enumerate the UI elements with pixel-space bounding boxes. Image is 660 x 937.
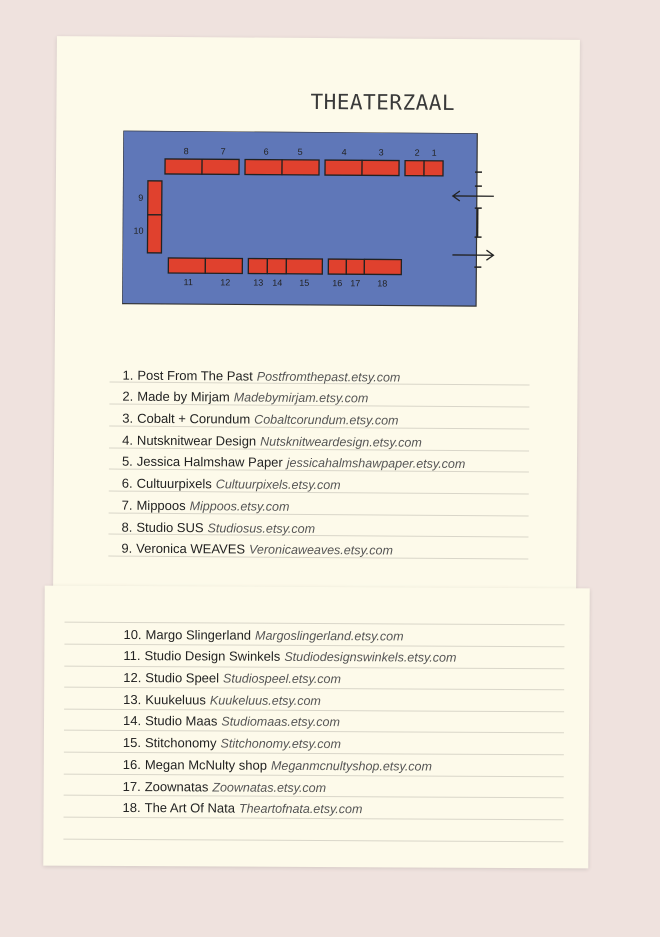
- stall-number: 5: [297, 146, 303, 157]
- stand-5: [282, 160, 319, 175]
- vendor-name: Jessica Halmshaw Paper: [136, 454, 283, 471]
- list-item: [123, 685, 456, 708]
- ruled-line: [63, 839, 563, 843]
- stand-14: [267, 259, 286, 274]
- vendor-url[interactable]: Studiospeel.etsy.com: [223, 671, 341, 687]
- vendor-url[interactable]: Margoslingerland.etsy.com: [255, 628, 404, 644]
- floor-plan: [122, 131, 543, 348]
- floor-plan-card: [53, 36, 580, 595]
- stall-number: 7: [220, 146, 226, 157]
- vendor-name: The Art Of Nata: [144, 800, 236, 816]
- list-item: [123, 793, 456, 816]
- stall-number: 8: [183, 146, 189, 157]
- vendor-name: Zoownatas: [144, 778, 209, 794]
- vendor-name: Stitchonomy: [144, 735, 217, 751]
- stand-13: [248, 259, 267, 274]
- stall-number: 12: [220, 277, 231, 288]
- stall-number: 10: [133, 225, 144, 236]
- stall-number: 6: [263, 146, 269, 157]
- vendor-number: 2.: [122, 389, 134, 405]
- list-item: [123, 707, 456, 730]
- list-item: [122, 491, 465, 515]
- stall-number: 14: [272, 277, 283, 288]
- list-item: [122, 382, 465, 406]
- vendor-number: 8.: [121, 519, 133, 535]
- vendor-number: 10.: [123, 626, 142, 642]
- vendor-url[interactable]: Madebymirjam.etsy.com: [233, 390, 369, 406]
- vendor-name: Cultuurpixels: [136, 475, 212, 492]
- stand-6: [245, 159, 282, 174]
- list-item: [123, 663, 456, 686]
- vendor-number: 1.: [122, 367, 134, 383]
- stall-number: 17: [350, 278, 361, 289]
- stand-7: [202, 159, 239, 174]
- list-item: [123, 620, 456, 643]
- stall-number: 18: [377, 278, 388, 289]
- stand-3: [362, 160, 399, 175]
- stand-2: [405, 161, 424, 176]
- vendor-number: 18.: [122, 800, 141, 816]
- vendor-url[interactable]: Studiodesignswinkels.etsy.com: [284, 650, 457, 666]
- stand-11: [168, 258, 205, 273]
- stall-number: 9: [138, 192, 144, 203]
- venue-title: THEATERZAAL: [310, 89, 456, 115]
- stand-17: [346, 259, 364, 274]
- vendor-name: Kuukeluus: [145, 691, 206, 708]
- vendor-number: 16.: [122, 756, 141, 772]
- vendor-url[interactable]: Nutsknitweardesign.etsy.com: [260, 434, 422, 450]
- vendor-number: 11.: [123, 648, 141, 664]
- list-item: [122, 447, 465, 471]
- stand-18: [364, 259, 401, 274]
- vendor-url[interactable]: Zoownatas.etsy.com: [212, 779, 327, 795]
- vendor-list-2: [123, 620, 457, 817]
- stall-number: 1: [431, 147, 437, 158]
- vendor-url[interactable]: Postfromthepast.etsy.com: [256, 369, 401, 385]
- vendor-name: Margo Slingerland: [145, 626, 252, 643]
- vendor-number: 9.: [121, 540, 133, 556]
- vendor-name: Mippoos: [136, 497, 186, 513]
- vendor-number: 17.: [122, 778, 141, 794]
- vendor-number: 3.: [122, 410, 134, 426]
- list-item: [123, 772, 456, 795]
- vendor-name: Post From The Past: [137, 367, 253, 384]
- list-item: [122, 404, 465, 428]
- vendor-url[interactable]: Cobaltcorundum.etsy.com: [254, 412, 399, 428]
- stand-10: [147, 215, 161, 253]
- vendor-url[interactable]: Cultuurpixels.etsy.com: [215, 477, 341, 493]
- list-item: [123, 642, 456, 665]
- list-item: [123, 361, 466, 385]
- vendor-name: Megan McNulty shop: [144, 756, 268, 773]
- list-item: [123, 728, 456, 751]
- list-item: [122, 426, 465, 450]
- vendor-url[interactable]: Studiosus.etsy.com: [207, 520, 316, 536]
- stand-8: [165, 159, 202, 174]
- vendor-url[interactable]: Kuukeluus.etsy.com: [209, 693, 321, 708]
- vendor-list-1: [121, 361, 466, 559]
- stand-15: [286, 259, 322, 274]
- vendor-url[interactable]: Theartofnata.etsy.com: [238, 801, 363, 817]
- stand-16: [328, 259, 346, 274]
- vendor-url[interactable]: Studiomaas.etsy.com: [221, 714, 340, 730]
- vendor-name: Veronica WEAVES: [136, 540, 246, 557]
- vendor-list-card: [43, 586, 589, 869]
- vendor-number: 6.: [121, 475, 133, 491]
- stand-1: [424, 161, 443, 176]
- vendor-name: Studio Maas: [145, 713, 218, 729]
- vendor-number: 13.: [123, 691, 142, 707]
- vendor-name: Studio Design Swinkels: [144, 648, 281, 665]
- list-item: [121, 534, 464, 558]
- vendor-number: 14.: [122, 713, 142, 729]
- vendor-number: 4.: [122, 432, 134, 448]
- vendor-number: 5.: [121, 454, 133, 470]
- ruled-line: [64, 817, 564, 821]
- stall-number: 16: [332, 278, 343, 289]
- stall-number: 2: [414, 147, 420, 158]
- vendor-number: 12.: [123, 670, 142, 686]
- vendor-name: Studio SUS: [136, 519, 204, 535]
- list-item: [122, 469, 465, 493]
- vendor-number: 15.: [122, 735, 142, 751]
- stall-number: 11: [183, 277, 193, 288]
- stand-4: [325, 160, 362, 175]
- stand-12: [205, 258, 242, 273]
- vendor-url[interactable]: Veronicaweaves.etsy.com: [249, 542, 393, 558]
- vendor-name: Made by Mirjam: [137, 389, 230, 405]
- stall-number: 15: [299, 277, 310, 288]
- list-item: [121, 512, 464, 536]
- vendor-url[interactable]: Meganmcnultyshop.etsy.com: [270, 758, 432, 774]
- stall-number: 13: [253, 277, 264, 288]
- vendor-url[interactable]: Stitchonomy.etsy.com: [220, 736, 341, 752]
- vendor-url[interactable]: Mippoos.etsy.com: [189, 498, 290, 514]
- vendor-name: Nutsknitwear Design: [136, 432, 257, 449]
- stall-number: 3: [378, 147, 384, 158]
- stall-number: 4: [341, 147, 347, 158]
- vendor-number: 7.: [121, 497, 133, 513]
- vendor-name: Studio Speel: [145, 670, 220, 686]
- list-item: [123, 750, 456, 773]
- vendor-url[interactable]: jessicahalmshawpaper.etsy.com: [286, 456, 466, 472]
- stand-9: [148, 181, 162, 215]
- vendor-name: Cobalt + Corundum: [137, 410, 251, 427]
